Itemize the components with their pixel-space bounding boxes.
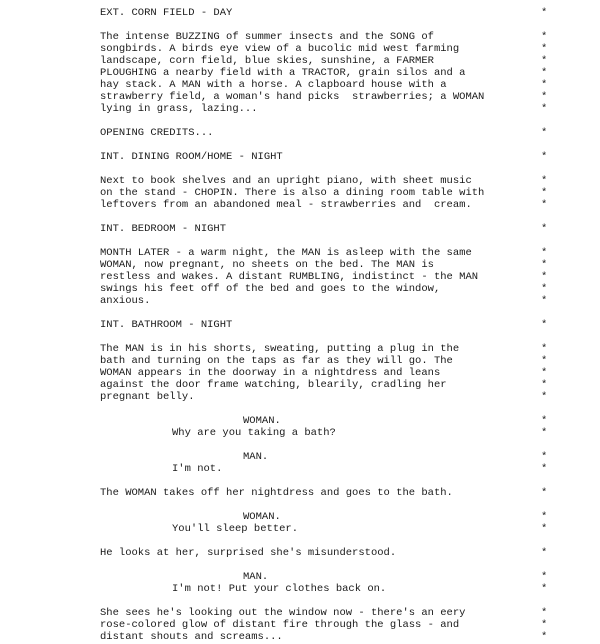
revision-mark: *	[541, 619, 548, 631]
revision-mark: *	[541, 259, 548, 271]
dialogue-line: Why are you taking a bath?	[172, 427, 336, 439]
revision-mark: *	[541, 391, 548, 403]
action-line: against the door frame watching, blearily, cradling her	[100, 379, 447, 391]
revision-mark: *	[541, 223, 548, 235]
action-line: EXT. CORN FIELD - DAY	[100, 7, 233, 19]
action-line: lying in grass, lazing...	[100, 103, 258, 115]
revision-mark: *	[541, 415, 548, 427]
revision-mark: *	[541, 7, 548, 19]
revision-mark: *	[541, 187, 548, 199]
action-line: restless and wakes. A distant RUMBLING, indistinct - the MAN	[100, 271, 479, 283]
action-line: INT. DINING ROOM/HOME - NIGHT	[100, 151, 283, 163]
action-line: bath and turning on the taps as far as they will go. The	[100, 355, 453, 367]
action-line: MONTH LATER - a warm night, the MAN is asleep with the same	[100, 247, 472, 259]
revision-mark: *	[541, 319, 548, 331]
action-line: songbirds. A birds eye view of a bucolic mid west farming	[100, 43, 460, 55]
revision-mark: *	[541, 631, 548, 643]
revision-mark: *	[541, 67, 548, 79]
dialogue-line: You'll sleep better.	[172, 523, 299, 535]
action-line: rose-colored glow of distant fire through the glass - and	[100, 619, 460, 631]
revision-mark: *	[541, 91, 548, 103]
action-line: landscape, corn field, blue skies, sunshine, a FARMER	[100, 55, 434, 67]
revision-mark: *	[541, 127, 548, 139]
revision-mark: *	[541, 523, 548, 535]
action-line: WOMAN appears in the doorway in a nightdress and leans	[100, 367, 441, 379]
action-line: She sees he's looking out the window now - there's an eery	[100, 607, 466, 619]
revision-mark: *	[541, 571, 548, 583]
revision-mark: *	[541, 43, 548, 55]
revision-mark: *	[541, 511, 548, 523]
revision-mark: *	[541, 379, 548, 391]
action-line: strawberry field, a woman's hand picks strawberries; a WOMAN	[100, 91, 485, 103]
action-line: The MAN is in his shorts, sweating, putting a plug in the	[100, 343, 460, 355]
revision-mark: *	[541, 31, 548, 43]
action-line: distant shouts and screams...	[100, 631, 283, 643]
action-line: hay stack. A MAN with a horse. A clapboard house with a	[100, 79, 447, 91]
action-line: OPENING CREDITS...	[100, 127, 214, 139]
revision-mark: *	[541, 487, 548, 499]
revision-mark: *	[541, 247, 548, 259]
character-cue: WOMAN.	[243, 511, 281, 523]
action-line: Next to book shelves and an upright piano, with sheet music	[100, 175, 472, 187]
revision-mark: *	[541, 583, 548, 595]
character-cue: MAN.	[243, 571, 269, 583]
revision-mark: *	[541, 103, 548, 115]
action-line: swings his feet off of the bed and goes to the window,	[100, 283, 441, 295]
action-line: INT. BATHROOM - NIGHT	[100, 319, 233, 331]
action-line: The WOMAN takes off her nightdress and goes to the bath.	[100, 487, 453, 499]
revision-mark: *	[541, 607, 548, 619]
action-line: He looks at her, surprised she's misunderstood.	[100, 547, 397, 559]
dialogue-line: I'm not.	[172, 463, 223, 475]
revision-mark: *	[541, 427, 548, 439]
action-line: pregnant belly.	[100, 391, 195, 403]
revision-mark: *	[541, 451, 548, 463]
action-line: The intense BUZZING of summer insects and the SONG of	[100, 31, 434, 43]
revision-mark: *	[541, 547, 548, 559]
revision-mark: *	[541, 175, 548, 187]
character-cue: WOMAN.	[243, 415, 281, 427]
action-line: anxious.	[100, 295, 151, 307]
revision-mark: *	[541, 271, 548, 283]
action-line: WOMAN, now pregnant, no sheets on the bed. The MAN is	[100, 259, 434, 271]
action-line: PLOUGHING a nearby field with a TRACTOR, grain silos and a	[100, 67, 466, 79]
revision-mark: *	[541, 199, 548, 211]
revision-mark: *	[541, 79, 548, 91]
dialogue-line: I'm not! Put your clothes back on.	[172, 583, 387, 595]
action-line: INT. BEDROOM - NIGHT	[100, 223, 227, 235]
revision-mark: *	[541, 55, 548, 67]
revision-mark: *	[541, 295, 548, 307]
action-line: leftovers from an abandoned meal - strawberries and cream.	[100, 199, 472, 211]
character-cue: MAN.	[243, 451, 269, 463]
revision-mark: *	[541, 151, 548, 163]
revision-mark: *	[541, 343, 548, 355]
revision-mark: *	[541, 283, 548, 295]
action-line: on the stand - CHOPIN. There is also a dining room table with	[100, 187, 485, 199]
revision-mark: *	[541, 463, 548, 475]
revision-mark: *	[541, 367, 548, 379]
revision-mark: *	[541, 355, 548, 367]
